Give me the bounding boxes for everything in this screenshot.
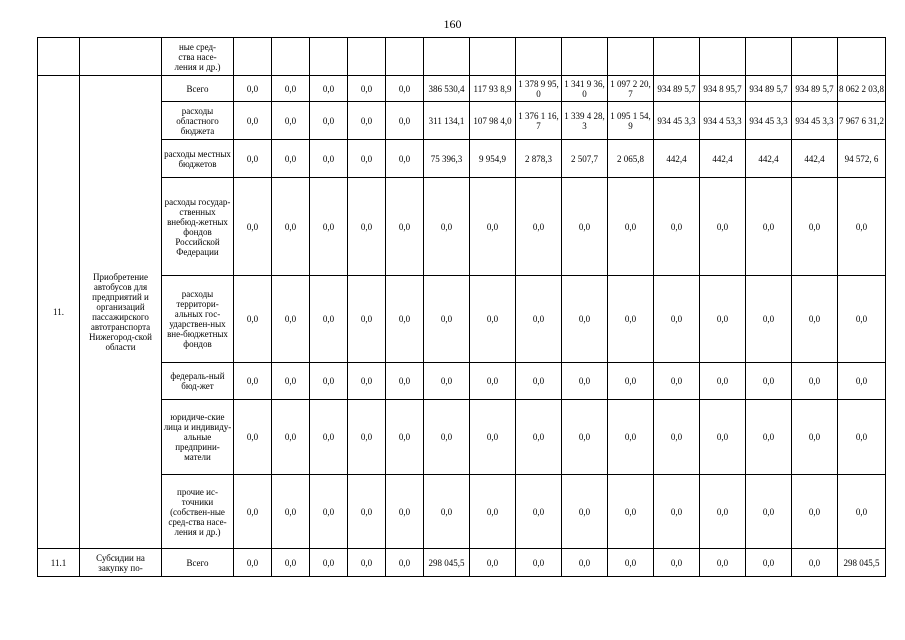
value-cell: 0,0: [700, 400, 746, 475]
value-cell: 442,4: [700, 140, 746, 178]
value-cell: 107 98 4,0: [470, 102, 516, 140]
value-cell: 0,0: [516, 475, 562, 549]
value-cell: 0,0: [608, 178, 654, 276]
value-cell: 0,0: [470, 363, 516, 400]
value-cell: 298 045,5: [424, 549, 470, 577]
value-cell: 442,4: [746, 140, 792, 178]
value-cell: 934 89 5,7: [654, 76, 700, 102]
value-cell: 0,0: [424, 178, 470, 276]
value-cell: 0,0: [234, 140, 272, 178]
value-cell: 0,0: [470, 400, 516, 475]
value-cell: 0,0: [792, 400, 838, 475]
value-cell: 0,0: [700, 549, 746, 577]
value-cell: 0,0: [386, 475, 424, 549]
value-cell: 298 045,5: [838, 549, 886, 577]
value-cell: 0,0: [700, 363, 746, 400]
value-cell: 0,0: [516, 276, 562, 363]
value-cell: 0,0: [272, 549, 310, 577]
value-cell: 934 4 53,3: [700, 102, 746, 140]
value-cell: 0,0: [272, 363, 310, 400]
value-cell: 0,0: [348, 400, 386, 475]
measure-name: Субсидии на закупку по-: [80, 549, 162, 577]
value-cell: 0,0: [310, 400, 348, 475]
value-cell: 0,0: [310, 549, 348, 577]
value-cell: 0,0: [234, 475, 272, 549]
table-row: [38, 400, 886, 475]
value-cell: 0,0: [608, 549, 654, 577]
value-cell: 0,0: [562, 475, 608, 549]
source-cell: ные сред- ства насе- ления и др.): [162, 38, 234, 76]
value-cell: 0,0: [310, 102, 348, 140]
value-cell: 0,0: [470, 549, 516, 577]
row-number: 11.1: [38, 549, 80, 577]
value-cell: 1 097 2 20,7: [608, 76, 654, 102]
funding-source: федераль-ный бюд-жет: [162, 363, 234, 400]
value-cell: 386 530,4: [424, 76, 470, 102]
value-cell: 0,0: [386, 549, 424, 577]
value-cell: 0,0: [746, 178, 792, 276]
value-cell: 0,0: [608, 363, 654, 400]
value-cell: 0,0: [792, 475, 838, 549]
table-row: [38, 178, 886, 276]
value-cell: 0,0: [310, 363, 348, 400]
value-cell: 0,0: [386, 76, 424, 102]
value-cell: 0,0: [272, 276, 310, 363]
value-cell: 0,0: [386, 363, 424, 400]
table-row: [38, 363, 886, 400]
value-cell: 0,0: [348, 178, 386, 276]
value-cell: 0,0: [516, 400, 562, 475]
value-cell: 0,0: [348, 102, 386, 140]
value-cell: 0,0: [272, 400, 310, 475]
measure-name: Приобретение автобусов для предприятий и организаций пассажирского автотранспорта Нижегород-ской области: [80, 76, 162, 549]
value-cell: 0,0: [746, 549, 792, 577]
value-cell: 0,0: [700, 475, 746, 549]
value-cell: 0,0: [562, 363, 608, 400]
value-cell: 0,0: [310, 475, 348, 549]
value-cell: 0,0: [562, 549, 608, 577]
value-cell: 0,0: [234, 178, 272, 276]
value-cell: 0,0: [654, 363, 700, 400]
value-cell: 0,0: [838, 475, 886, 549]
value-cell: 0,0: [386, 178, 424, 276]
value-cell: 0,0: [562, 276, 608, 363]
value-cell: 0,0: [654, 276, 700, 363]
table-row: [38, 140, 886, 178]
table-row: [38, 76, 886, 102]
funding-source: Всего: [162, 76, 234, 102]
value-cell: 0,0: [234, 400, 272, 475]
name-cell: [80, 38, 162, 76]
funding-source: Всего: [162, 549, 234, 577]
value-cell: 7 967 6 31,2: [838, 102, 886, 140]
funding-source: юридиче-ские лица и индивиду-альные предприни-матели: [162, 400, 234, 475]
value-cell: 0,0: [310, 178, 348, 276]
value-cell: 0,0: [838, 276, 886, 363]
value-cell: 0,0: [234, 549, 272, 577]
value-cell: 0,0: [386, 102, 424, 140]
value-cell: 0,0: [608, 400, 654, 475]
value-cell: 0,0: [562, 400, 608, 475]
value-cell: 0,0: [234, 76, 272, 102]
number-cell: [38, 38, 80, 76]
value-cell: 1 378 9 95,0: [516, 76, 562, 102]
value-cell: 0,0: [654, 178, 700, 276]
funding-source: расходы государ-ственных внебюд-жетных фондов Российской Федерации: [162, 178, 234, 276]
value-cell: 0,0: [424, 276, 470, 363]
value-cell: 0,0: [608, 276, 654, 363]
value-cell: 0,0: [516, 363, 562, 400]
value-cell: 0,0: [654, 549, 700, 577]
value-cell: 0,0: [424, 363, 470, 400]
value-cell: 0,0: [424, 475, 470, 549]
value-cell: 0,0: [348, 140, 386, 178]
value-cell: 0,0: [348, 276, 386, 363]
value-cell: 934 45 3,3: [654, 102, 700, 140]
value-cell: 0,0: [838, 178, 886, 276]
value-cell: 94 572, 6: [838, 140, 886, 178]
funding-source: расходы местных бюджетов: [162, 140, 234, 178]
value-cell: 1 339 4 28,3: [562, 102, 608, 140]
value-cell: 311 134,1: [424, 102, 470, 140]
table-row: [38, 549, 886, 577]
row-number: 11.: [38, 76, 80, 549]
value-cell: 0,0: [310, 276, 348, 363]
value-cell: 1 376 1 16,7: [516, 102, 562, 140]
value-cell: 0,0: [654, 475, 700, 549]
funding-source: расходы областного бюджета: [162, 102, 234, 140]
value-cell: 0,0: [234, 276, 272, 363]
value-cell: 934 8 95,7: [700, 76, 746, 102]
value-cell: 0,0: [516, 549, 562, 577]
value-cell: 0,0: [746, 475, 792, 549]
value-cell: 0,0: [424, 400, 470, 475]
value-cell: 934 89 5,7: [792, 76, 838, 102]
value-cell: 0,0: [700, 276, 746, 363]
value-cell: 117 93 8,9: [470, 76, 516, 102]
value-cell: 934 89 5,7: [746, 76, 792, 102]
value-cell: 442,4: [654, 140, 700, 178]
funding-source: прочие ис-точники (собствен-ные сред-ства насе-ления и др.): [162, 475, 234, 549]
value-cell: 934 45 3,3: [792, 102, 838, 140]
value-cell: 0,0: [838, 400, 886, 475]
value-cell: 0,0: [792, 178, 838, 276]
value-cell: 442,4: [792, 140, 838, 178]
value-cell: 0,0: [348, 475, 386, 549]
value-cell: 0,0: [608, 475, 654, 549]
value-cell: 0,0: [272, 178, 310, 276]
table-row: [38, 102, 886, 140]
value-cell: 0,0: [272, 140, 310, 178]
value-cell: 2 507,7: [562, 140, 608, 178]
value-cell: 0,0: [310, 140, 348, 178]
value-cell: 0,0: [386, 400, 424, 475]
value-cell: 9 954,9: [470, 140, 516, 178]
value-cell: 934 45 3,3: [746, 102, 792, 140]
page-number: 160: [443, 17, 462, 31]
value-cell: 0,0: [654, 400, 700, 475]
value-cell: 0,0: [348, 363, 386, 400]
value-cell: 0,0: [470, 178, 516, 276]
value-cell: 0,0: [470, 276, 516, 363]
value-cell: 0,0: [746, 363, 792, 400]
table-row: [38, 276, 886, 363]
value-cell: 0,0: [700, 178, 746, 276]
value-cell: 0,0: [272, 76, 310, 102]
value-cell: 0,0: [562, 178, 608, 276]
table-row: [38, 475, 886, 549]
value-cell: 0,0: [386, 140, 424, 178]
value-cell: 1 341 9 36,0: [562, 76, 608, 102]
value-cell: 0,0: [310, 76, 348, 102]
value-cell: 0,0: [838, 363, 886, 400]
value-cell: 2 878,3: [516, 140, 562, 178]
value-cell: 0,0: [234, 102, 272, 140]
value-cell: 0,0: [386, 276, 424, 363]
value-cell: 0,0: [234, 363, 272, 400]
value-cell: 0,0: [746, 276, 792, 363]
value-cell: 0,0: [516, 178, 562, 276]
value-cell: 0,0: [272, 102, 310, 140]
value-cell: 0,0: [470, 475, 516, 549]
funding-source: расходы территори-альных гос-ударствен-ных вне-бюджетных фондов: [162, 276, 234, 363]
value-cell: 0,0: [746, 400, 792, 475]
value-cell: 0,0: [348, 76, 386, 102]
value-cell: 1 095 1 54,9: [608, 102, 654, 140]
value-cell: 2 065,8: [608, 140, 654, 178]
table-row: [38, 38, 886, 76]
value-cell: 0,0: [792, 276, 838, 363]
budget-table: [37, 37, 886, 577]
value-cell: 75 396,3: [424, 140, 470, 178]
value-cell: 0,0: [792, 363, 838, 400]
value-cell: 8 062 2 03,8: [838, 76, 886, 102]
value-cell: 0,0: [272, 475, 310, 549]
value-cell: 0,0: [792, 549, 838, 577]
value-cell: 0,0: [348, 549, 386, 577]
